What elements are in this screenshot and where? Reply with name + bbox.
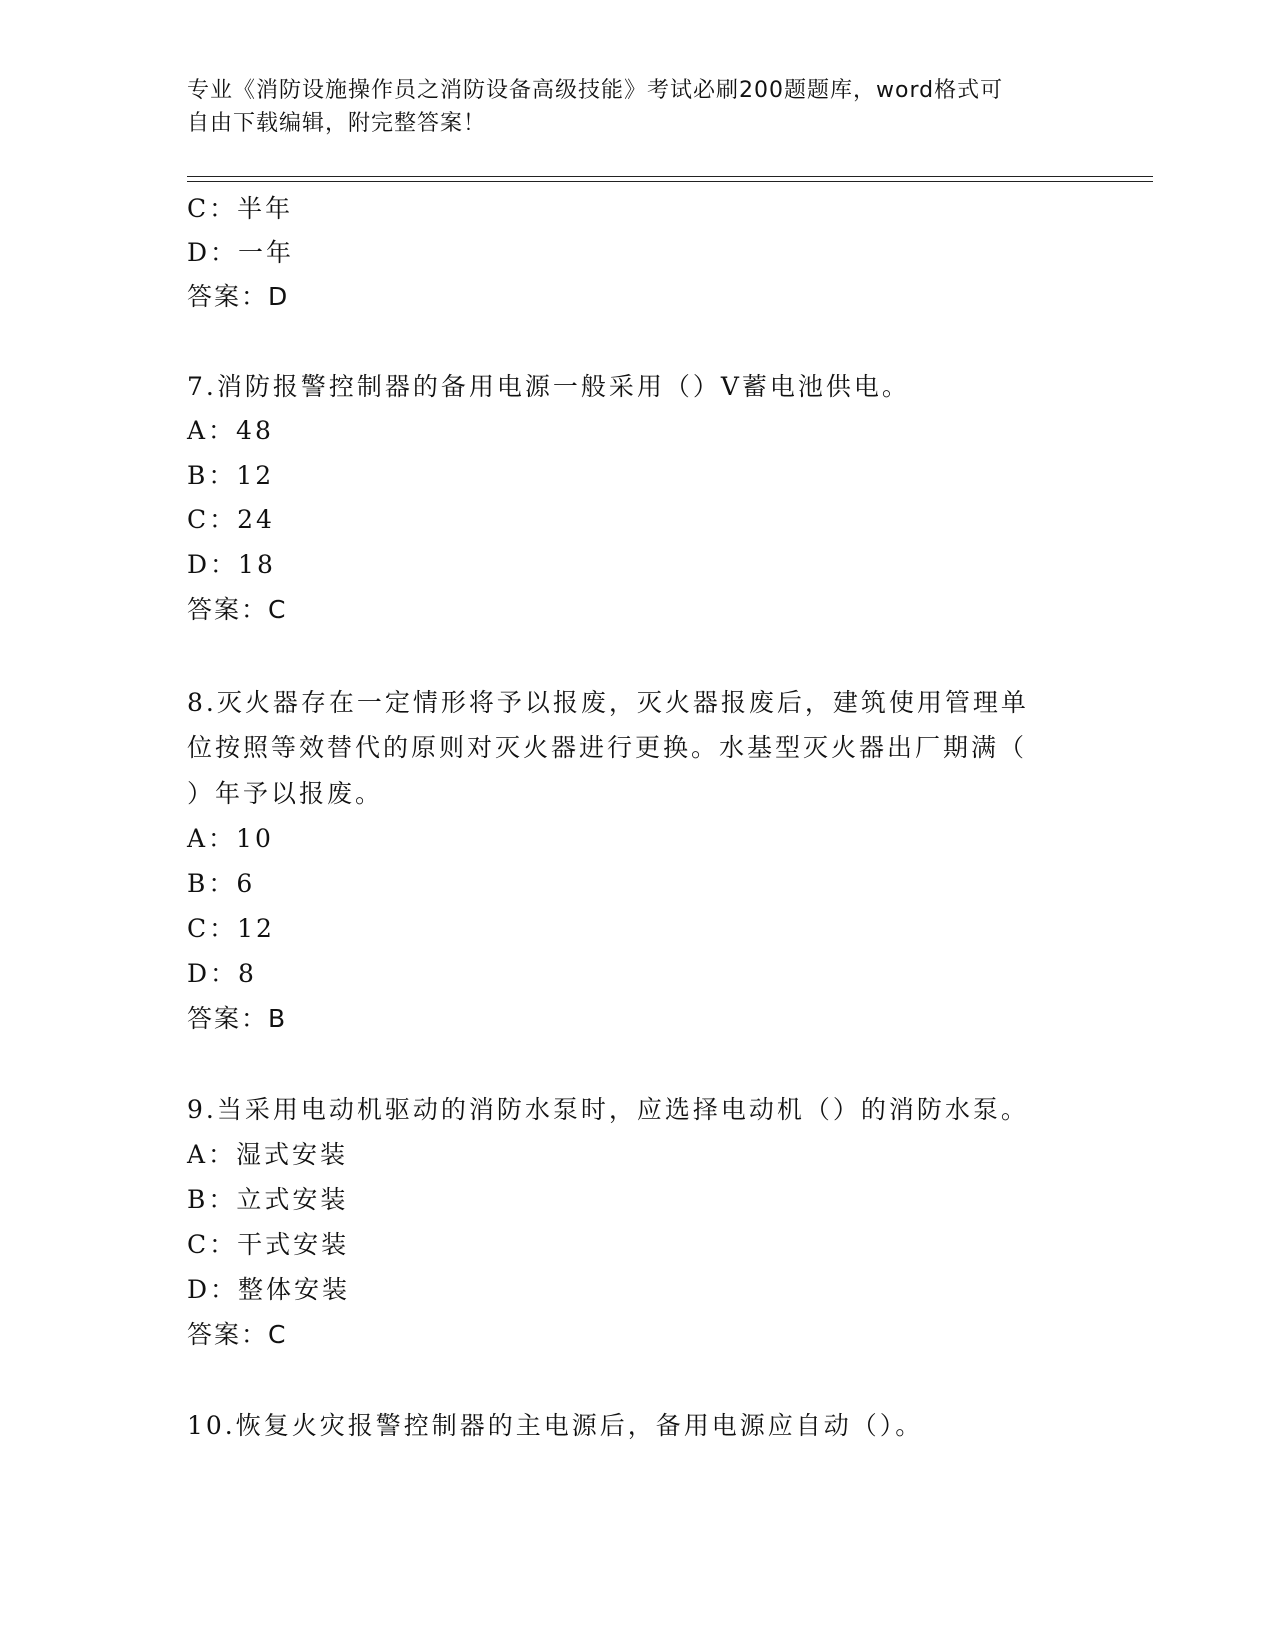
q8-option-d: D：8 <box>187 959 257 988</box>
header-divider-top <box>187 176 1153 177</box>
q6-option-d: D：一年 <box>187 238 295 267</box>
q7-option-b: B：12 <box>187 461 275 490</box>
q7-option-a: A：48 <box>187 416 274 445</box>
q9-option-c: C：干式安装 <box>187 1230 350 1259</box>
q8-option-a: A：10 <box>187 824 274 853</box>
q7-answer: 答案：C <box>187 595 288 624</box>
q8-option-c: C：12 <box>187 914 275 943</box>
q8-stem-line3: ）年予以报废。 <box>187 779 384 808</box>
q7-option-d: D：18 <box>187 550 276 579</box>
q8-stem-line2: 位按照等效替代的原则对灭火器进行更换。水基型灭火器出厂期满（ <box>187 733 1028 762</box>
q9-option-b: B：立式安装 <box>187 1185 349 1214</box>
q9-answer: 答案：C <box>187 1320 288 1349</box>
document-header <box>187 74 1067 140</box>
q6-option-c: C：半年 <box>187 194 294 223</box>
q8-answer: 答案：B <box>187 1004 288 1033</box>
q7-stem: 7.消防报警控制器的备用电源一般采用（）V蓄电池供电。 <box>187 372 910 401</box>
header-title-line2: 自由下载编辑，附完整答案！ <box>187 111 487 136</box>
q8-stem-line1: 8.灭火器存在一定情形将予以报废，灭火器报废后，建筑使用管理单 <box>187 688 1029 717</box>
q7-option-c: C：24 <box>187 505 275 534</box>
q8-option-b: B：6 <box>187 869 256 898</box>
header-title-line1: 专业《消防设施操作员之消防设备高级技能》考试必刷200题题库，word格式可 <box>187 78 1004 103</box>
q10-stem: 10.恢复火灾报警控制器的主电源后，备用电源应自动（）。 <box>187 1411 924 1440</box>
q9-stem: 9.当采用电动机驱动的消防水泵时，应选择电动机（）的消防水泵。 <box>187 1095 1029 1124</box>
header-divider-bottom <box>187 181 1153 182</box>
q6-answer: 答案：D <box>187 282 290 311</box>
q9-option-d: D：整体安装 <box>187 1275 351 1304</box>
q9-option-a: A：湿式安装 <box>187 1140 349 1169</box>
